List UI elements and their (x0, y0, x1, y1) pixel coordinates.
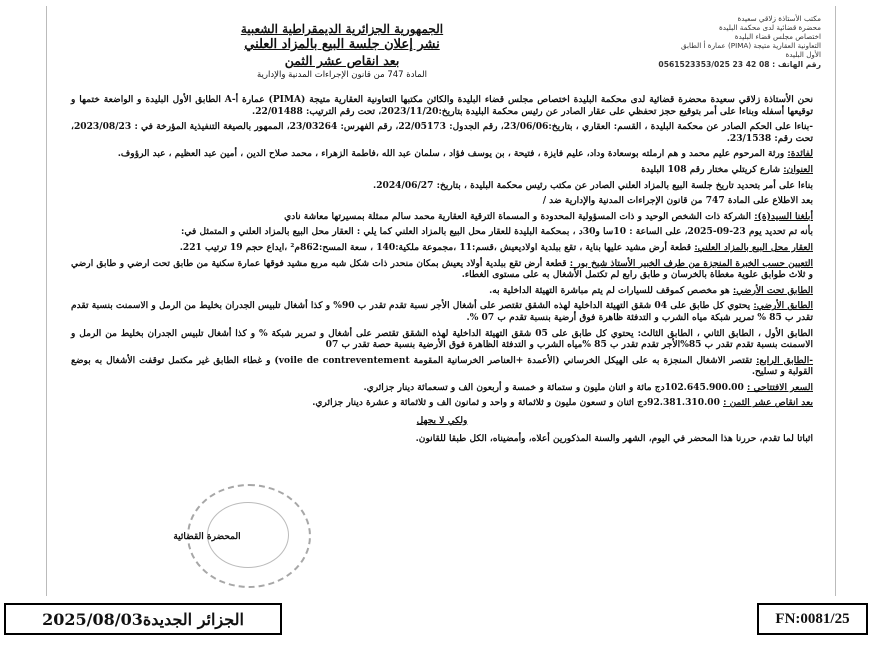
address-text: شارع كريتلي مختار رقم 108 البليدة (641, 163, 781, 175)
notice-header (197, 22, 487, 81)
fourth-floor-label: -الطابق الرابع: (756, 354, 813, 366)
paragraph-ground-floor (71, 300, 813, 323)
address-label: العنوان: (783, 163, 813, 175)
paragraph-basement (71, 285, 813, 297)
reduced-price-label: بعد انقاص عشر الثمن : (723, 397, 813, 409)
notified-label: أبلغنا السيد(ة): (754, 210, 813, 222)
beneficiaries-text: ورثة المرحوم عليم محمد و هم ارملته بوسعادة وداد، عليم فايزة ، فتيحة ، بن يوسف فؤاد ، سلمان عبد الله ،فاطمة الزهراء ، محمد صلاح الدين ، أمين عبد العظيم ، عبد الرؤوف. (117, 148, 785, 160)
republic-title: الجمهورية الجزائرية الديمقراطية الشعبية (240, 22, 444, 36)
paragraph-beneficiaries (71, 148, 813, 160)
office-line: محضرة قضائية لدى محكمة البليدة (719, 23, 821, 32)
paragraph-intro: نحن الأستاذة زلاقي سعيدة محضرة قضائية لدى محكمة البليدة اختصاص مجلس قضاء البليدة والكائن مكتبها التعاونية العقارية متيجة (PIMA) عمارة أ-A الطابق الأول البليدة و الواضعة ختمها و توقيعها أسفله وبناءا على أمر بتوقيع حجز تحفظي على عقار الصادر عن رئيس محكمة البليدة بتاريخ:2023/11/20، تحت رقم الترتيب: 22/01488. (71, 94, 813, 117)
paragraph-reduced-price (71, 397, 813, 409)
paragraph-notified (71, 211, 813, 223)
office-line: التعاونية العقارية متيجة (PIMA) عمارة أ الطابق (680, 41, 821, 50)
paragraph-upper-floors: الطابق الأول ، الطابق الثاني ، الطابق الثالث: يحتوي كل طابق على 05 شقق التهيئة الداخلية لهذه الشقق تقتصر على أشغال و تمرير شبكة % و كذا أشغال تلبيس الجدران بخليط من الرمل و الاسمنت بنسبة تقدم تقدر ب 85%الأجر تقدم تقدر ب 85 %مياه الشرب و التدفئة الظاهرة فوق الأرضية بنسبة حصة تقدر ب 07 (71, 327, 813, 351)
paragraph-opening-price (71, 382, 813, 394)
paragraph-article: بعد الاطلاع على المادة 747 من قانون الإجراءات المدنية والإدارية ضد / (542, 195, 813, 207)
property-label: العقار محل البيع بالمزاد العلني: (694, 241, 813, 253)
notice-title: نشر إعلان جلسة البيع بالمزاد العلني (244, 37, 440, 52)
file-reference-box: FN:0081/25 (757, 603, 868, 635)
paragraph-closing: اثباتا لما تقدم، حررنا هذا المحضر في اليوم، الشهر والسنة المذكورين أعلاه، وأمضيناه، الكل طبقا للقانون. (415, 432, 813, 444)
legal-article: المادة 747 من قانون الإجراءات المدنية والإدارية (256, 70, 427, 80)
newspaper-date-box: الجزائر الجديدة2025/08/03 (4, 603, 282, 635)
basement-label: الطابق تحت الأرضي: (732, 284, 813, 296)
paragraph-judgment: -بناءا على الحكم الصادر عن محكمة البليدة ، القسم: العقاري ، بتاريخ:23/06/06، رقم الجدول: 22/05173، رقم الفهرس: 23/03264، الممهور بالصيغة التنفيذية المؤرخة في : 2023/08/23، تحت رقم: 23/1538. (71, 121, 813, 144)
ground-floor-label: الطابق الأرضي: (753, 300, 813, 312)
paragraph-notice: ولكي لا يجهل (416, 415, 468, 427)
opening-price-text: 102.645.900.00دج مائة و اثنان مليون و ستمائة و خمسة و أربعون الف و تسعمائة دينار جزائري. (363, 381, 744, 393)
notice-subtitle: بعد انقاص عشر الثمن (284, 53, 400, 68)
ground-floor-text: يحتوي كل طابق على 04 شقق التهيئة الداخلية لهذه الشقق تقتصر على أشغال الأجر نسبة تقدم تقدر ب 90% و كذا أشغال تلبيس الجدران بخليط من الرمل و الاسمنت بنسبة تقدم تقدر ب 85 % تمرير شبكة مياه الشرب و التدفئة ظاهرة فوق أرضية بنسبة تقدم ب 07 %. (71, 300, 813, 323)
office-line: الأول البليدة (785, 50, 821, 59)
designation-label: التعيين حسب الخبرة المنجزة من طرف الخبير الأستاذ شيخ بور : (569, 257, 813, 269)
reduced-price-text: 92.381.310.00دج اثنان و تسعون مليون و ثلاثمائة و واحد و ثمانون الف و ثلاثمائة و عشرة دينار جزائري. (312, 397, 720, 409)
beneficiaries-label: لفائدة: (787, 148, 813, 160)
property-text: قطعة أرض مشيد عليها بناية ، تقع ببلدية اولاديعيش ،قسم:11 ،مجموعة ملكية:140 ، سعة المسح:862م² ،ايداع حجم 19 ترتيب 221. (179, 241, 692, 253)
office-line: اختصاص مجلس قضاء البليدة (734, 32, 821, 41)
fourth-floor-text: تقتصر الاشغال المنجزة به على الهيكل الخرساني (الأعمدة +العناصر الخرسانية المقومة voile de contreventement) و غطاء الطابق غير مكتمل توقفت الأشغال به بوضع القولبة و تسليح. (71, 354, 813, 378)
office-line: مكتب الأستاذة زلاقي سعيدة (737, 14, 821, 23)
legal-notice-document (46, 6, 836, 596)
paragraph-property (71, 242, 813, 254)
designation-text: قطعة أرض تقع ببلدية أولاد يعيش بمكان منحدر ذات شكل شبه مربع مشيد فوقها عمارة سكنية من طابق تحت ارضي و طابق ارضي و ثلاث طوابق علوية مغطاة بالخرسان و طابق رابع لم تكتمل الأشغال به على مستوى الغطاء. (71, 257, 813, 281)
office-letterhead (611, 14, 821, 69)
paragraph-auction-date: بأنه تم تحديد يوم 23-09-2025، على الساعة : 10سا و30د ، بمحكمة البليدة للعقار محل البيع بالمزاد العلني كما يلي : العقار محل البيع بالمزاد العلني و المتمثل في: (181, 226, 813, 238)
opening-price-label: السعر الافتتاحي : (746, 381, 813, 393)
paragraph-address (71, 164, 813, 176)
notified-text: الشركة ذات الشخص الوحيد و ذات المسؤولية المحدودة و المسماة الترقية العقارية محمد سالم ممثلة بمسيرتها معاشة نادي (284, 210, 752, 222)
basement-text: هو مخصص كموقف للسيارات لم يتم مباشرة التهيئة الداخلية به. (489, 284, 730, 296)
paragraph-order: بناءا على أمر بتحديد تاريخ جلسة البيع بالمزاد العلني الصادر عن مكتب رئيس محكمة البليدة ، بتاريخ: 2024/06/27. (373, 179, 813, 191)
paragraph-fourth-floor (71, 355, 813, 378)
paragraph-designation (71, 258, 813, 281)
notice-body (71, 94, 813, 448)
office-phone: 0561523353/025 23 42 08 : رقم الهاتف (658, 60, 821, 69)
signature-label: المحضرة القضائية (173, 532, 241, 542)
